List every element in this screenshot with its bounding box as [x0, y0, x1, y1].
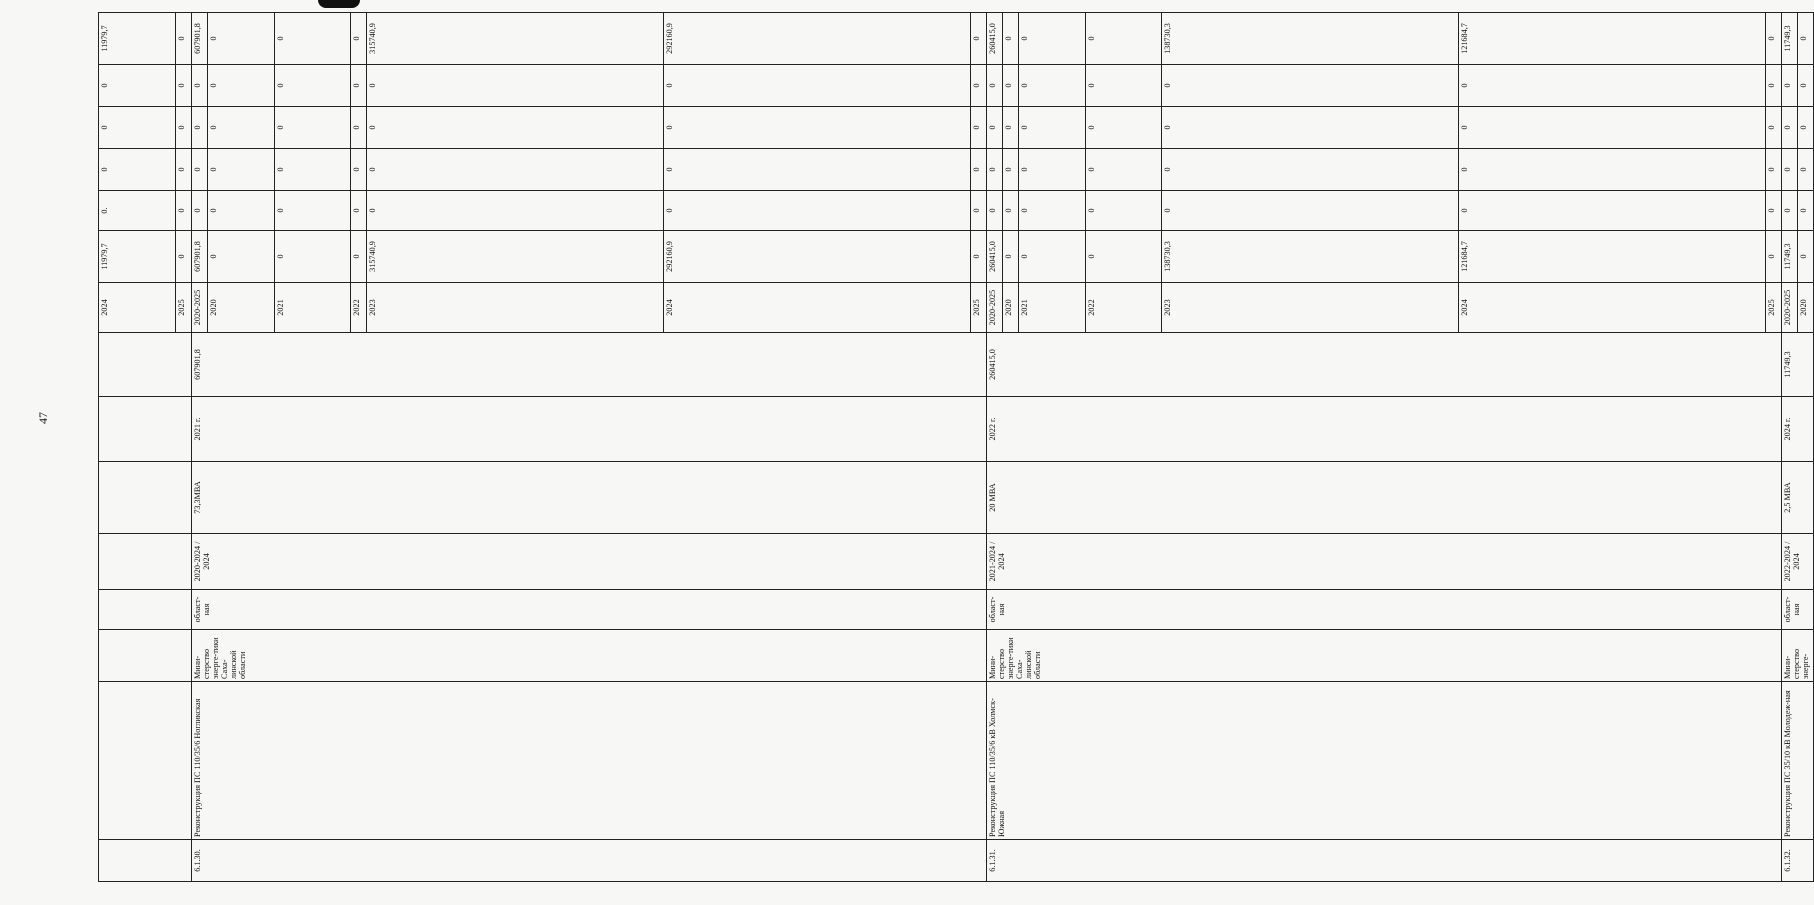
value-cell: 0 — [207, 149, 274, 191]
period-cell: 2021-2024 / 2024 — [986, 534, 1781, 590]
year-cell: 2025 — [1765, 283, 1781, 333]
value-cell: 292160,9 — [664, 231, 970, 283]
value-cell: 315740,9 — [367, 231, 664, 283]
total-cost-cell: 11749,3 — [1781, 333, 1813, 397]
value-cell: 0 — [1765, 149, 1781, 191]
value-cell: 0 — [1085, 13, 1162, 65]
value-cell: 0 — [1765, 107, 1781, 149]
year-cell: 2020 — [1002, 283, 1018, 333]
year-cell: 2022 — [351, 283, 367, 333]
year-cell: 2025 — [970, 283, 986, 333]
value-cell: 0 — [1018, 149, 1085, 191]
value-cell: 121684,7 — [1459, 13, 1765, 65]
table-body — [99, 13, 1814, 882]
value-cell: 0 — [1085, 231, 1162, 283]
value-cell: 0 — [664, 149, 970, 191]
value-cell: 11979,7 — [99, 231, 176, 283]
value-cell: 607901,8 — [191, 231, 207, 283]
value-cell: 0 — [1018, 107, 1085, 149]
value-cell: 0 — [274, 191, 351, 231]
period-cell: 2020-2024 / 2024 — [191, 534, 986, 590]
year-cell: 2020-2025 — [1781, 283, 1797, 333]
value-cell: 0 — [1162, 191, 1459, 231]
capacity-cell: 2,5 МВА — [1781, 462, 1813, 534]
capacity-cell: 20 МВА — [986, 462, 1781, 534]
value-cell: 0 — [1781, 65, 1797, 107]
value-cell: 0 — [175, 65, 191, 107]
value-cell: 0 — [351, 65, 367, 107]
value-cell: 0 — [1797, 191, 1813, 231]
value-cell: 0 — [1765, 191, 1781, 231]
value-cell: 0 — [99, 107, 176, 149]
value-cell: 0 — [1459, 107, 1765, 149]
value-cell: 0 — [207, 231, 274, 283]
year-cell: 2024 — [99, 283, 176, 333]
object-name-cell: Реконструкция ПС 110/35/6 кВ Холмск-Южная — [986, 682, 1781, 840]
budget-cell: област-ная — [986, 590, 1781, 630]
value-cell: 0 — [1781, 107, 1797, 149]
value-cell: 138730,3 — [1162, 231, 1459, 283]
value-cell: 0 — [970, 149, 986, 191]
value-cell: 0 — [664, 107, 970, 149]
value-cell: 0 — [1797, 107, 1813, 149]
value-cell: 315740,9 — [367, 13, 664, 65]
responsible-cell: Мини-стерство энерге- — [1781, 630, 1813, 682]
budget-cell: област-ная — [191, 590, 986, 630]
responsible-cell: Мини-стерство энерге-тики Саха-линской области — [191, 630, 986, 682]
year-cell: 2021 — [274, 283, 351, 333]
period-cell: 2022-2024 / 2024 — [1781, 534, 1813, 590]
value-cell: 11749,3 — [1781, 13, 1797, 65]
commissioning-cell: 2021 г. — [191, 397, 986, 462]
year-cell: 2020-2025 — [191, 283, 207, 333]
value-cell: 0 — [664, 191, 970, 231]
year-cell: 2024 — [1459, 283, 1765, 333]
capacity-cell — [99, 462, 192, 534]
row-number-cell: 6.1.30. — [191, 840, 986, 882]
value-cell: 0 — [1018, 13, 1085, 65]
value-cell: 0 — [99, 149, 176, 191]
capacity-cell: 73,3МВА — [191, 462, 986, 534]
value-cell: 0 — [175, 13, 191, 65]
value-cell: 0 — [191, 65, 207, 107]
value-cell: 0 — [1085, 65, 1162, 107]
value-cell: 0 — [1085, 149, 1162, 191]
value-cell: 0 — [1018, 231, 1085, 283]
value-cell: 0 — [1162, 149, 1459, 191]
page-number: 47 — [36, 412, 50, 424]
period-cell — [99, 534, 192, 590]
value-cell: 260415,0 — [986, 231, 1002, 283]
year-cell: 2025 — [175, 283, 191, 333]
value-cell: 0 — [1162, 65, 1459, 107]
commissioning-cell: 2024 г. — [1781, 397, 1813, 462]
year-cell: 2020 — [207, 283, 274, 333]
value-cell: 0 — [175, 191, 191, 231]
value-cell: 0 — [1765, 65, 1781, 107]
rotated-table-container — [98, 14, 1810, 882]
value-cell: 0 — [351, 107, 367, 149]
value-cell: 0 — [274, 231, 351, 283]
value-cell: 0 — [274, 149, 351, 191]
year-cell: 2020 — [1797, 283, 1813, 333]
value-cell: 0 — [970, 231, 986, 283]
value-cell: 0 — [1781, 191, 1797, 231]
value-cell: 0 — [1459, 149, 1765, 191]
value-cell: 0 — [970, 65, 986, 107]
object-name-cell — [99, 682, 192, 840]
value-cell: 0 — [970, 107, 986, 149]
value-cell: 0 — [1797, 149, 1813, 191]
value-cell: 0 — [1002, 107, 1018, 149]
value-cell: 0 — [1797, 231, 1813, 283]
value-cell: 607901,8 — [191, 13, 207, 65]
year-cell: 2021 — [1018, 283, 1085, 333]
value-cell: 0 — [986, 107, 1002, 149]
value-cell: 0 — [351, 13, 367, 65]
value-cell: 0 — [274, 65, 351, 107]
value-cell: 0 — [970, 191, 986, 231]
value-cell: 0 — [367, 65, 664, 107]
table-row — [191, 13, 207, 882]
value-cell: 0 — [1002, 65, 1018, 107]
scan-mark — [318, 0, 360, 8]
value-cell: 0 — [1085, 107, 1162, 149]
value-cell: 0 — [1002, 13, 1018, 65]
value-cell: 0 — [191, 191, 207, 231]
row-number-cell: 6.1.31. — [986, 840, 1781, 882]
value-cell: 0 — [175, 231, 191, 283]
value-cell: 0 — [207, 13, 274, 65]
value-cell: 0 — [986, 149, 1002, 191]
value-cell: 0 — [1459, 191, 1765, 231]
row-number-cell: 6.1.32. — [1781, 840, 1813, 882]
value-cell: 0 — [986, 65, 1002, 107]
value-cell: 0 — [986, 191, 1002, 231]
value-cell: 0 — [970, 13, 986, 65]
value-cell: 0 — [1797, 13, 1813, 65]
value-cell: 292160,9 — [664, 13, 970, 65]
value-cell: 0 — [1781, 149, 1797, 191]
commissioning-cell — [99, 397, 192, 462]
value-cell: 0 — [367, 149, 664, 191]
value-cell: 0 — [351, 149, 367, 191]
investment-table — [98, 12, 1814, 882]
value-cell: 0 — [1002, 191, 1018, 231]
value-cell: 138730,3 — [1162, 13, 1459, 65]
value-cell: 0 — [1459, 65, 1765, 107]
value-cell: 0 — [99, 65, 176, 107]
value-cell: 0 — [1018, 65, 1085, 107]
value-cell: 0 — [1162, 107, 1459, 149]
value-cell: 0 — [191, 107, 207, 149]
value-cell: 0 — [175, 149, 191, 191]
year-cell: 2020-2025 — [986, 283, 1002, 333]
year-cell: 2022 — [1085, 283, 1162, 333]
value-cell: 0 — [274, 107, 351, 149]
row-number-cell — [99, 840, 192, 882]
total-cost-cell — [99, 333, 192, 397]
responsible-cell: Мини-стерство энерге-тики Саха-линской области — [986, 630, 1781, 682]
table-row — [99, 13, 176, 882]
object-name-cell: Реконструкция ПС 110/35/6 Ногликская — [191, 682, 986, 840]
value-cell: 0. — [99, 191, 176, 231]
year-cell: 2023 — [367, 283, 664, 333]
total-cost-cell: 607901,8 — [191, 333, 986, 397]
value-cell: 0 — [175, 107, 191, 149]
value-cell: 0 — [1085, 191, 1162, 231]
year-cell: 2023 — [1162, 283, 1459, 333]
table-row — [1781, 13, 1797, 882]
value-cell: 0 — [191, 149, 207, 191]
value-cell: 0 — [367, 107, 664, 149]
budget-cell — [99, 590, 192, 630]
value-cell: 0 — [207, 65, 274, 107]
total-cost-cell: 260415,0 — [986, 333, 1781, 397]
rotated-sheet — [98, 14, 1810, 882]
value-cell: 0 — [664, 65, 970, 107]
object-name-cell: Реконструкция ПС 35/10 кВ Молодеж-ная — [1781, 682, 1813, 840]
value-cell: 0 — [207, 107, 274, 149]
value-cell: 0 — [1765, 231, 1781, 283]
value-cell: 0 — [1002, 149, 1018, 191]
value-cell: 0 — [351, 231, 367, 283]
value-cell: 121684,7 — [1459, 231, 1765, 283]
value-cell: 0 — [1797, 65, 1813, 107]
budget-cell: област-ная — [1781, 590, 1813, 630]
value-cell: 0 — [1765, 13, 1781, 65]
value-cell: 0 — [1018, 191, 1085, 231]
year-cell: 2024 — [664, 283, 970, 333]
value-cell: 11749,3 — [1781, 231, 1797, 283]
responsible-cell — [99, 630, 192, 682]
value-cell: 0 — [367, 191, 664, 231]
value-cell: 260415,0 — [986, 13, 1002, 65]
commissioning-cell: 2022 г. — [986, 397, 1781, 462]
value-cell: 0 — [274, 13, 351, 65]
value-cell: 0 — [1002, 231, 1018, 283]
value-cell: 11979,7 — [99, 13, 176, 65]
table-row — [986, 13, 1002, 882]
value-cell: 0 — [351, 191, 367, 231]
value-cell: 0 — [207, 191, 274, 231]
